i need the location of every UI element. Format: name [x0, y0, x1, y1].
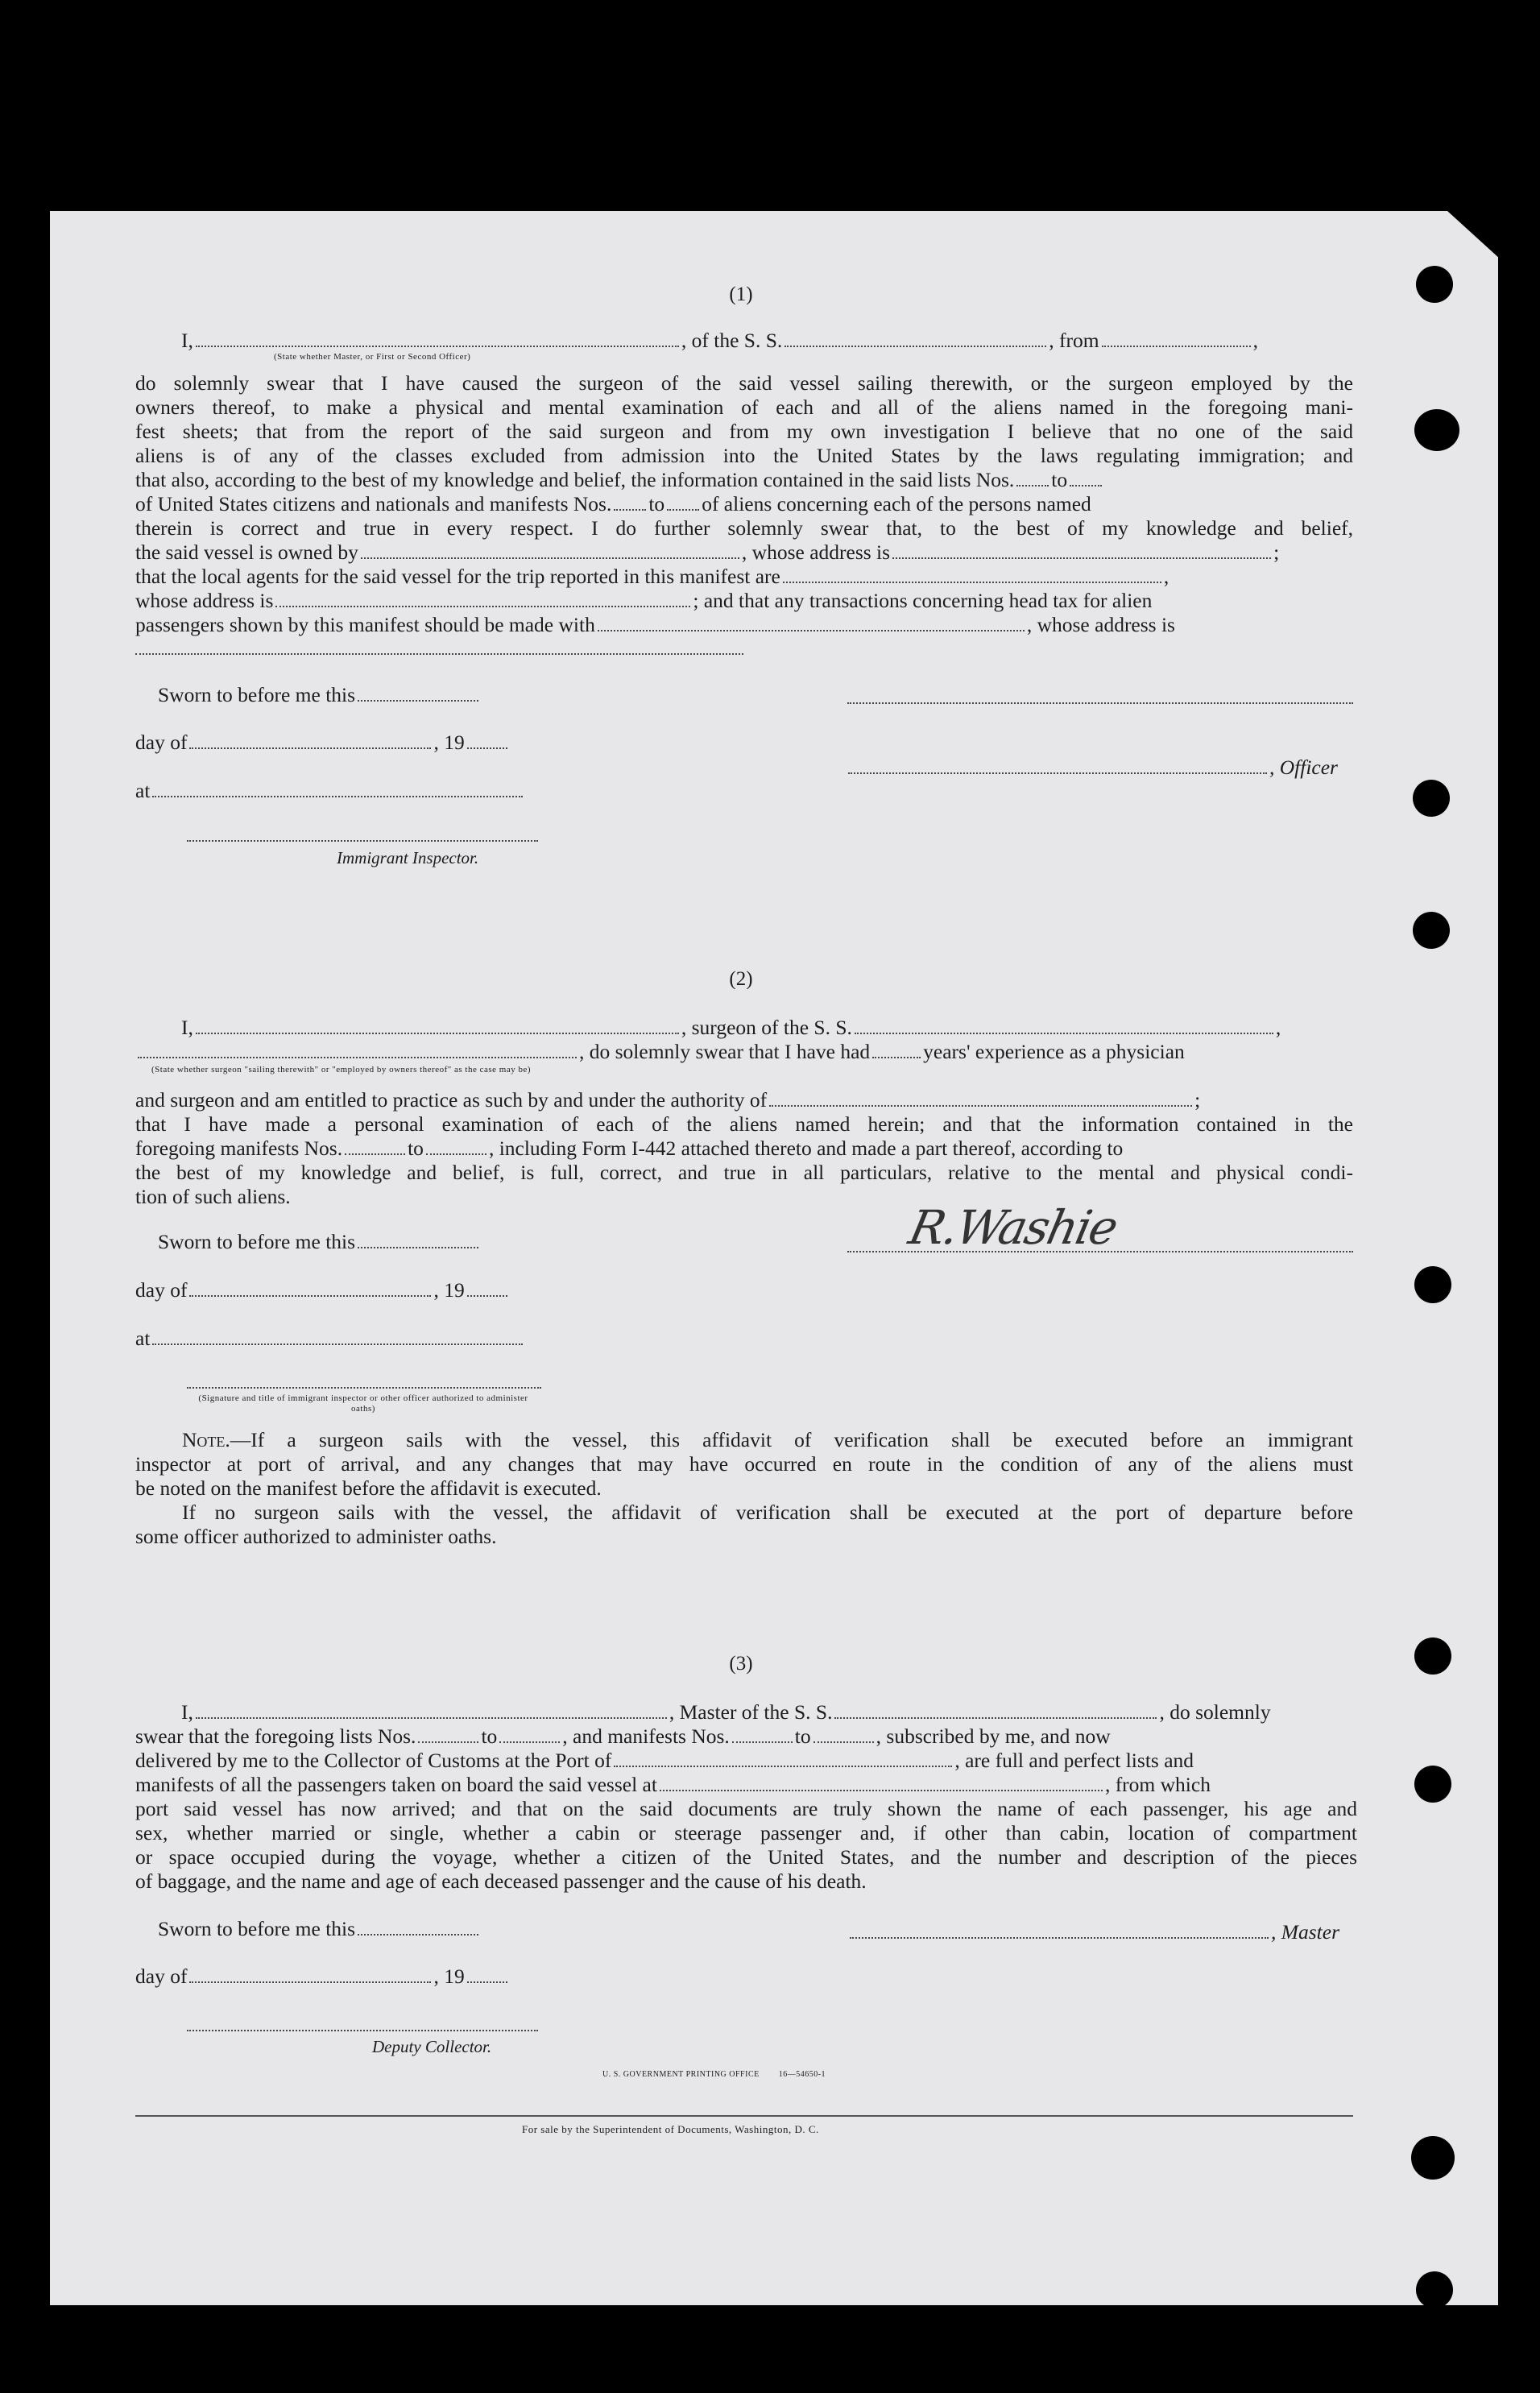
- oath-line: do solemnly swear that I have caused the surgeon of the said vessel sailing therewith, or the surgeon employed by the: [135, 371, 1353, 395]
- oath-line: of baggage, and the name and age of each deceased passenger and the cause of his death.: [135, 1869, 867, 1893]
- oath-line: or space occupied during the voyage, whether a citizen of the United States, and the number and description of the pieces: [135, 1845, 1357, 1869]
- officer-note: (State whether Master, or First or Second Officer): [274, 352, 471, 362]
- section-number: (2): [729, 968, 753, 990]
- at-line: at: [135, 779, 525, 803]
- punch-hole: [1414, 1266, 1451, 1303]
- oath-line: tion of such aliens.: [135, 1185, 291, 1208]
- note-line: inspector at port of arrival, and any changes that may have occurred en route in the condition of any of the aliens must: [135, 1452, 1353, 1476]
- head-tax-line: passengers shown by this manifest should be made with , whose address is: [135, 613, 1175, 636]
- punch-hole: [1413, 912, 1450, 949]
- oath-line: aliens is of any of the classes excluded from admission into the United States by the laws regulating immigration; and: [135, 444, 1353, 467]
- manifests-line: foregoing manifests Nos. to , including Form I-442 attached thereto and made a part thereof, according to: [135, 1136, 1124, 1160]
- gpo-imprint: U. S. GOVERNMENT PRINTING OFFICE 16—54650-1: [602, 2070, 826, 2079]
- surgeon-line: I, , surgeon of the S. S. ,: [181, 1016, 1281, 1039]
- note-line: If no surgeon sails with the vessel, the affidavit of verification shall be executed at the port of departure before: [182, 1501, 1353, 1524]
- sworn-line: Sworn to before me this: [158, 1917, 481, 1941]
- note-line: be noted on the manifest before the affidavit is executed.: [135, 1476, 602, 1500]
- signature-blank: [847, 702, 1353, 704]
- punch-hole: [1416, 2271, 1453, 2308]
- at-line: at: [135, 1327, 525, 1351]
- surgeon-signature: R.Washie: [904, 1200, 1122, 1255]
- inspector-label: Immigrant Inspector.: [337, 848, 479, 867]
- experience-line: , do solemnly swear that I have had years' experience as a physician: [135, 1040, 1360, 1064]
- day-line: day of , 19: [135, 1964, 510, 1989]
- oath-line: the best of my knowledge and belief, is full, correct, and true in all particulars, relative to the mental and physical condi-: [135, 1161, 1353, 1184]
- punch-hole: [1411, 2136, 1455, 2180]
- inspector-note: (Signature and title of immigrant inspector or other officer authorized to administer oaths): [198, 1393, 528, 1414]
- port-line: delivered by me to the Collector of Customs at the Port of , are full and perfect lists and: [135, 1749, 1194, 1772]
- punch-hole: [1414, 409, 1459, 451]
- day-line: day of , 19: [135, 731, 510, 755]
- sale-notice: For sale by the Superintendent of Documents, Washington, D. C.: [522, 2123, 819, 2135]
- address-line: whose address is ; and that any transactions concerning head tax for alien: [135, 589, 1153, 612]
- boarding-line: manifests of all the passengers taken on board the said vessel at , from which: [135, 1773, 1211, 1796]
- address-blank: [135, 653, 743, 655]
- day-line: day of , 19: [135, 1278, 510, 1302]
- master-sign-line: , Master: [847, 1920, 1339, 1944]
- agents-line: that the local agents for the said vessel for the trip reported in this manifest are ,: [135, 565, 1169, 588]
- inspector-blank: [187, 1387, 541, 1389]
- master-line: I, , Master of the S. S. , do solemnly: [181, 1700, 1271, 1724]
- authority-line: and surgeon and am entitled to practice as such by and under the authority of ;: [135, 1088, 1201, 1112]
- note-line: Note.—If a surgeon sails with the vessel, this affidavit of verification shall be executed before an immigrant: [182, 1428, 1353, 1451]
- section-number: (1): [729, 284, 753, 305]
- punch-hole: [1414, 1637, 1451, 1675]
- lists-line: swear that the foregoing lists Nos. to , and manifests Nos. to , subscribed by me, and now: [135, 1724, 1111, 1748]
- owner-line: the said vessel is owned by , whose address is ;: [135, 540, 1280, 564]
- oath-line: therein is correct and true in every respect. I do further solemnly swear that, to the best of my knowledge and belief,: [135, 516, 1353, 540]
- deputy-label: Deputy Collector.: [372, 2037, 492, 2056]
- surgeon-note: (State whether surgeon "sailing therewith" or "employed by owners thereof" as the case may be): [151, 1065, 532, 1074]
- sworn-line: Sworn to before me this: [158, 683, 481, 707]
- inspector-blank: [187, 840, 538, 842]
- punch-hole: [1413, 780, 1450, 817]
- oath-line: owners thereof, to make a physical and mental examination of each and all of the aliens named in the foregoing mani-: [135, 395, 1353, 419]
- punch-hole: [1414, 1766, 1451, 1803]
- oath-line: of United States citizens and nationals and manifests Nos. to of aliens concerning each of the persons named: [135, 492, 1091, 515]
- deputy-blank: [187, 2030, 538, 2031]
- oath-line: that I have made a personal examination of each of the aliens named herein; and that the information contained in the: [135, 1112, 1353, 1136]
- officer-sign-line: , Officer: [846, 756, 1338, 780]
- section-number: (3): [729, 1653, 753, 1675]
- punch-hole: [1416, 266, 1453, 303]
- sworn-line: Sworn to before me this: [158, 1230, 481, 1254]
- oath-line: that also, according to the best of my knowledge and belief, the information contained in the said lists Nos. to: [135, 468, 1360, 492]
- oath-line: sex, whether married or single, whether a cabin or steerage passenger and, if other than cabin, location of compartment: [135, 1821, 1357, 1844]
- footer-rule: [135, 2115, 1353, 2117]
- note-line: some officer authorized to administer oaths.: [135, 1525, 497, 1548]
- oath-line: port said vessel has now arrived; and that on the said documents are truly shown the name of each passenger, his age and: [135, 1797, 1357, 1820]
- signature-blank: [847, 1251, 1353, 1252]
- oath-line: fest sheets; that from the report of the said surgeon and from my own investigation I believe that no one of the said: [135, 420, 1353, 443]
- officer-line: I, , of the S. S. , from ,: [181, 329, 1258, 352]
